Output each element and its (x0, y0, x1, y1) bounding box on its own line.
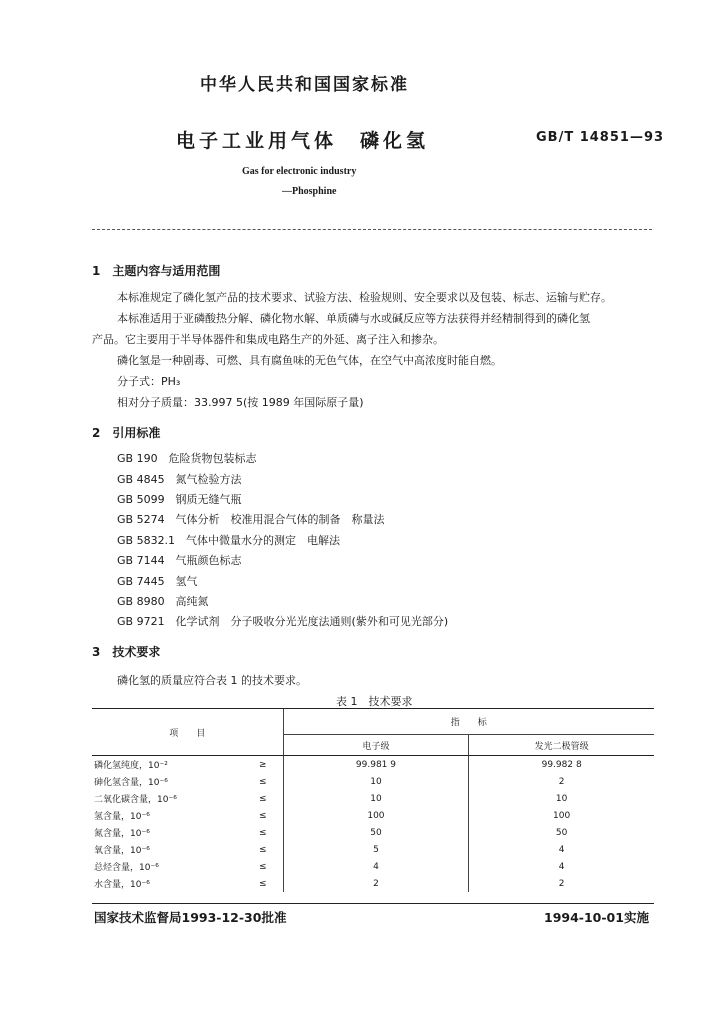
row-symbol: ≤ (258, 827, 267, 838)
section3-para: 磷化氢的质量应符合表 1 的技术要求。 (117, 674, 307, 687)
molecular-formula: 分子式：PH₃ (117, 375, 181, 388)
column-header-item: 项 目 (92, 709, 283, 756)
document-title: 电子工业用气体 磷化氢 (176, 130, 430, 152)
row-led-value: 2 (469, 773, 654, 790)
footer-divider (92, 903, 654, 904)
row-led-value: 4 (469, 858, 654, 875)
molecular-mass: 相对分子质量：33.997 5(按 1989 年国际原子量) (117, 396, 364, 409)
table-row (92, 841, 654, 858)
row-electronic-value: 4 (283, 858, 469, 875)
row-electronic-value: 10 (283, 773, 469, 790)
section1-para2-line1: 本标准适用于亚磷酸热分解、磷化物水解、单质磷与水或碱反应等方法获得并经精制得到的磷化氢 (117, 312, 590, 325)
row-led-value: 10 (469, 790, 654, 807)
table-caption: 表 1 技术要求 (336, 695, 413, 708)
approval-date: 国家技术监督局1993-12-30批准 (94, 910, 287, 925)
row-electronic-value: 10 (283, 790, 469, 807)
implementation-date: 1994-10-01实施 (544, 910, 649, 925)
section2-heading: 2 引用标准 (92, 426, 161, 440)
section1-heading: 1 主题内容与适用范围 (92, 264, 221, 278)
row-item: 氮含量，10⁻⁶ (94, 829, 150, 839)
row-item: 氢含量，10⁻⁶ (94, 812, 150, 822)
reference-item: GB 7445 氢气 (117, 575, 198, 588)
row-led-value: 99.982 8 (469, 756, 654, 774)
english-title-line2: —Phosphine (282, 186, 337, 197)
section1-para2-line2: 产品。它主要用于半导体器件和集成电路生产的外延、离子注入和掺杂。 (92, 333, 444, 346)
column-header-led: 发光二极管级 (469, 735, 654, 756)
english-title-line1: Gas for electronic industry (242, 166, 357, 177)
row-item: 水含量，10⁻⁶ (94, 880, 150, 890)
row-led-value: 50 (469, 824, 654, 841)
row-electronic-value: 2 (283, 875, 469, 892)
reference-item: GB 4845 氮气检验方法 (117, 473, 242, 486)
reference-item: GB 9721 化学试剂 分子吸收分光光度法通则(紫外和可见光部分) (117, 615, 449, 628)
table-row (92, 858, 654, 875)
row-symbol: ≤ (258, 844, 267, 855)
row-led-value: 2 (469, 875, 654, 892)
reference-item: GB 8980 高纯氮 (117, 595, 209, 608)
row-led-value: 4 (469, 841, 654, 858)
row-item: 砷化氢含量，10⁻⁶ (94, 778, 168, 788)
row-symbol: ≤ (258, 810, 267, 821)
row-item: 磷化氢纯度，10⁻² (94, 761, 168, 771)
row-symbol: ≥ (258, 759, 267, 770)
reference-item: GB 5832.1 气体中微量水分的测定 电解法 (117, 534, 341, 547)
section1-para3: 磷化氢是一种剧毒、可燃、具有腐鱼味的无色气体，在空气中高浓度时能自燃。 (117, 354, 502, 367)
column-header-index: 指 标 (283, 709, 654, 735)
row-symbol: ≤ (258, 878, 267, 889)
table-row (92, 875, 654, 892)
header-divider (92, 229, 652, 230)
section1-para1: 本标准规定了磷化氢产品的技术要求、试验方法、检验规则、安全要求以及包装、标志、运输与贮存。 (117, 291, 612, 304)
row-electronic-value: 100 (283, 807, 469, 824)
table-row (92, 807, 654, 824)
row-item: 总烃含量，10⁻⁶ (94, 863, 159, 873)
column-header-electronic: 电子级 (283, 735, 469, 756)
reference-item: GB 5099 钢质无缝气瓶 (117, 493, 242, 506)
table-row (92, 756, 654, 774)
row-item: 氧含量，10⁻⁶ (94, 846, 150, 856)
technical-requirements-table (92, 708, 654, 892)
row-symbol: ≤ (258, 793, 267, 804)
row-electronic-value: 99.981 9 (283, 756, 469, 774)
reference-item: GB 190 危险货物包装标志 (117, 452, 257, 465)
row-item: 二氧化碳含量，10⁻⁶ (94, 795, 177, 805)
row-symbol: ≤ (258, 776, 267, 787)
reference-item: GB 5274 气体分析 校准用混合气体的制备 称量法 (117, 513, 385, 526)
table-row (92, 790, 654, 807)
section3-heading: 3 技术要求 (92, 645, 161, 659)
table-row (92, 824, 654, 841)
row-electronic-value: 50 (283, 824, 469, 841)
row-symbol: ≤ (258, 861, 267, 872)
row-led-value: 100 (469, 807, 654, 824)
standard-code: GB/T 14851—93 (536, 130, 665, 145)
table-row (92, 773, 654, 790)
row-electronic-value: 5 (283, 841, 469, 858)
reference-item: GB 7144 气瓶颜色标志 (117, 554, 242, 567)
national-standard-heading: 中华人民共和国国家标准 (200, 75, 409, 95)
